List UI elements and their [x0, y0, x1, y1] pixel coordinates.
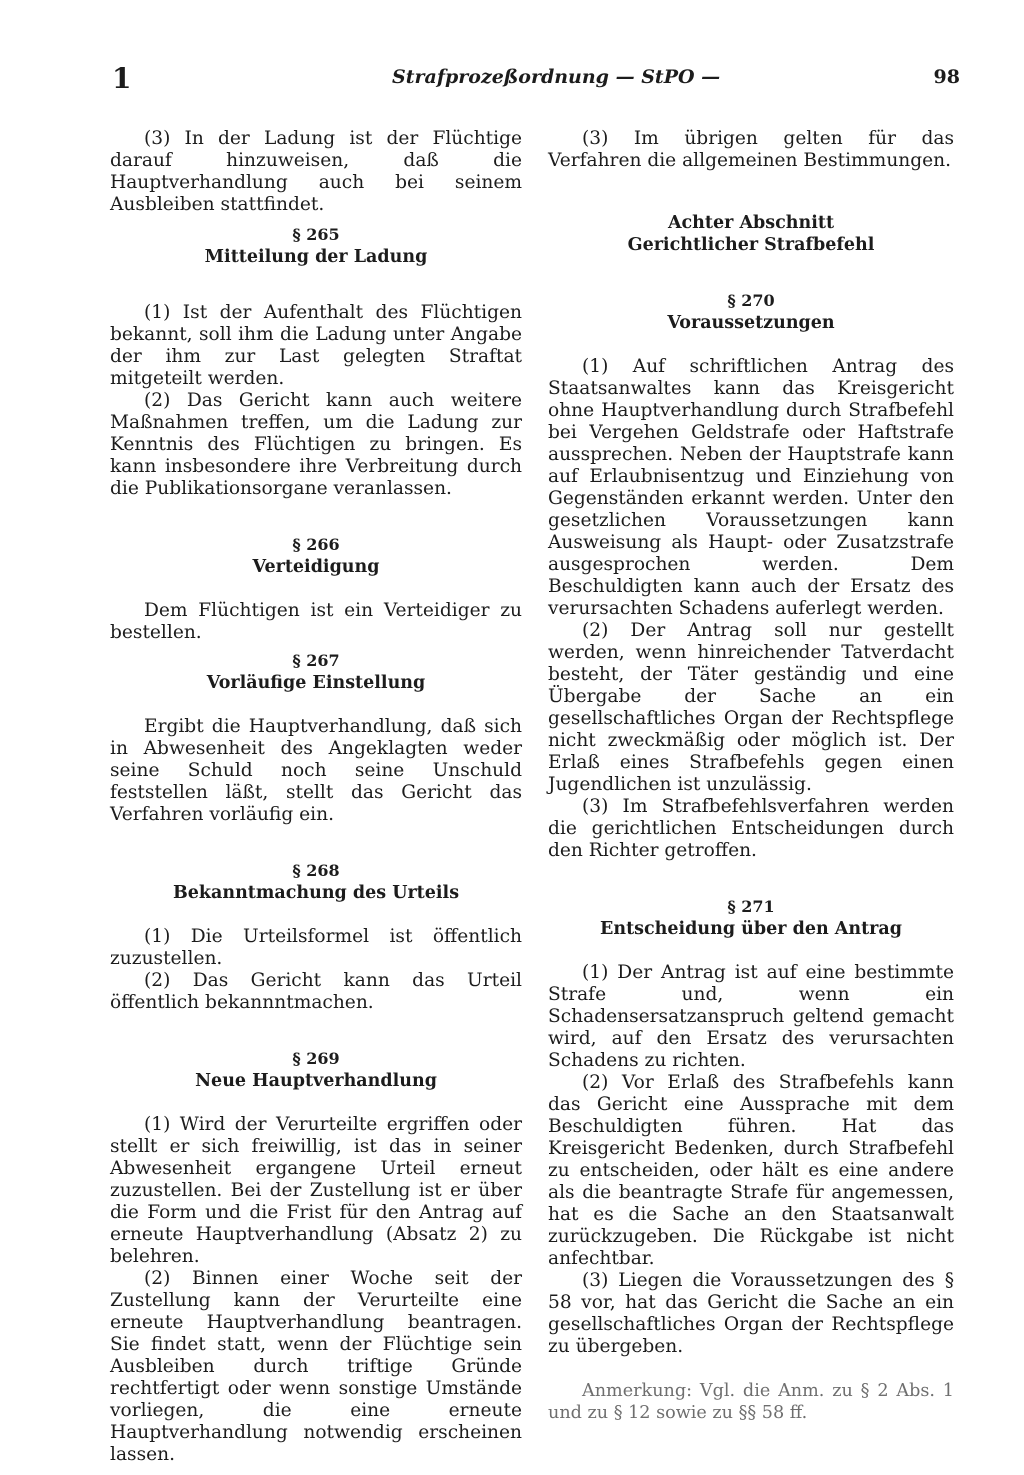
section-268-number: § 268 [292, 861, 340, 880]
section-270-paragraph-1: (1) Auf schriftlichen Antrag des Staatsanwaltes kann das Kreisgericht ohne Hauptverhandlung durch Strafbefehl bei Vergehen Geldstrafe oder Haftstrafe aussprechen. Neben der Hauptstrafe kann auf Erlaubnisentzug und Einziehung von Gegenständen erkannt werden. Unter den gesetzlichen Voraussetzungen kann Ausweisung als Haupt- oder Zusatzstrafe ausgesprochen werden. Dem Beschuldigten kann auch der Ersatz des verursachten Schadens auferlegt werden. [548, 356, 954, 619]
chapter-number: 1 [112, 62, 132, 95]
section-271-paragraph-1: (1) Der Antrag ist auf eine bestimmte Strafe und, wenn ein Schadensersatzanspruch geltend gemacht wird, auf den Ersatz des verursachten Schadens zu richten. [548, 962, 954, 1071]
section-266-number: § 266 [292, 535, 340, 554]
running-title: Strafprozeßordnung — StPO — [392, 66, 721, 88]
section-265-paragraph-2: (2) Das Gericht kann auch weitere Maßnahmen treffen, um die Ladung zur Kenntnis des Flüchtigen zu bringen. Es kann insbesondere ihre Verbreitung durch die Publikationsorgane veranlassen. [110, 390, 522, 499]
page-header [112, 58, 960, 98]
section-265-paragraph-1: (1) Ist der Aufenthalt des Flüchtigen bekannt, soll ihm die Ladung unter Angabe der ihm zur Last gelegten Straftat mitgeteilt werden. [110, 302, 522, 389]
section-269-paragraph-2: (2) Binnen einer Woche seit der Zustellung kann der Verurteilte eine erneute Hauptverhandlung beantragen. Sie findet statt, wenn der Flüchtige sein Ausbleiben durch triftige Gründe rechtfertigt oder wenn sonstige Umstände vorliegen, die eine erneute Hauptverhandlung notwendig erscheinen lassen. [110, 1268, 522, 1465]
section-265-title: Mitteilung der Ladung [204, 247, 428, 267]
left-column [110, 128, 522, 1466]
section-270-paragraph-2: (2) Der Antrag soll nur gestellt werden, wenn hinreichender Tatverdacht besteht, der Täter geständig und eine Übergabe der Sache an ein gesellschaftliches Organ der Rechtspflege nicht zweckmäßig oder möglich ist. Der Erlaß eines Strafbefehls gegen einen Jugendlichen ist unzulässig. [548, 620, 954, 795]
section-268-title: Bekanntmachung des Urteils [172, 883, 460, 903]
section-267-paragraph-1: Ergibt die Hauptverhandlung, daß sich in Abwesenheit des Angeklagten weder seine Schuld noch seine Unschuld feststellen läßt, stellt das Gericht das Verfahren vorläufig ein. [110, 716, 522, 825]
section-267-title: Vorläufige Einstellung [206, 673, 426, 693]
annotation-note: Anmerkung: Vgl. die Anm. zu § 2 Abs. 1 und zu § 12 sowie zu §§ 58 ff. [548, 1381, 954, 1423]
section-271-paragraph-3: (3) Liegen die Voraussetzungen des § 58 vor, hat das Gericht die Sache an ein gesellschaftliches Organ der Rechtspflege zu übergeben. [548, 1270, 954, 1357]
section-268-paragraph-1: (1) Die Urteilsformel ist öffentlich zuzustellen. [110, 926, 522, 969]
section-271-number: § 271 [727, 897, 775, 916]
section-270-paragraph-3: (3) Im Strafbefehlsverfahren werden die gerichtlichen Entscheidungen durch den Richter getroffen. [548, 796, 954, 861]
section-266-paragraph-1: Dem Flüchtigen ist ein Verteidiger zu bestellen. [110, 600, 522, 643]
section-270-number: § 270 [727, 291, 775, 310]
right-column [548, 128, 954, 1424]
section-268-paragraph-2: (2) Das Gericht kann das Urteil öffentlich bekannntmachen. [110, 970, 522, 1013]
section-266-title: Verteidigung [252, 557, 380, 577]
chapter-title: Gerichtlicher Strafbefehl [627, 235, 875, 255]
section-271-title: Entscheidung über den Antrag [600, 919, 902, 939]
paragraph-269-3: (3) Im übrigen gelten für das Verfahren die allgemeinen Bestimmungen. [548, 128, 954, 171]
chapter-label: Achter Abschnitt [667, 213, 835, 233]
section-267-number: § 267 [292, 651, 340, 670]
section-270-title: Voraussetzungen [667, 313, 835, 333]
paragraph-264-3: (3) In der Ladung ist der Flüchtige darauf hinzuweisen, daß die Hauptverhandlung auch bei seinem Ausbleiben stattfindet. [110, 128, 522, 215]
section-269-number: § 269 [292, 1049, 340, 1068]
page-number: 98 [933, 66, 960, 88]
section-271-paragraph-2: (2) Vor Erlaß des Strafbefehls kann das Gericht eine Aussprache mit dem Beschuldigten führen. Hat das Kreisgericht Bedenken, durch Strafbefehl zu entscheiden, oder hält es eine andere als die beantragte Strafe für angemessen, hat es die Sache an den Staatsanwalt zurückzugeben. Die Rückgabe ist nicht anfechtbar. [548, 1072, 954, 1269]
section-265-number: § 265 [292, 225, 340, 244]
section-269-paragraph-1: (1) Wird der Verurteilte ergriffen oder stellt er sich freiwillig, ist das in seiner Abwesenheit ergangene Urteil erneut zuzustellen. Bei der Zustellung ist er über die Form und die Frist für den Antrag auf erneute Hauptverhandlung (Absatz 2) zu belehren. [110, 1114, 522, 1267]
section-269-title: Neue Hauptverhandlung [195, 1071, 437, 1091]
